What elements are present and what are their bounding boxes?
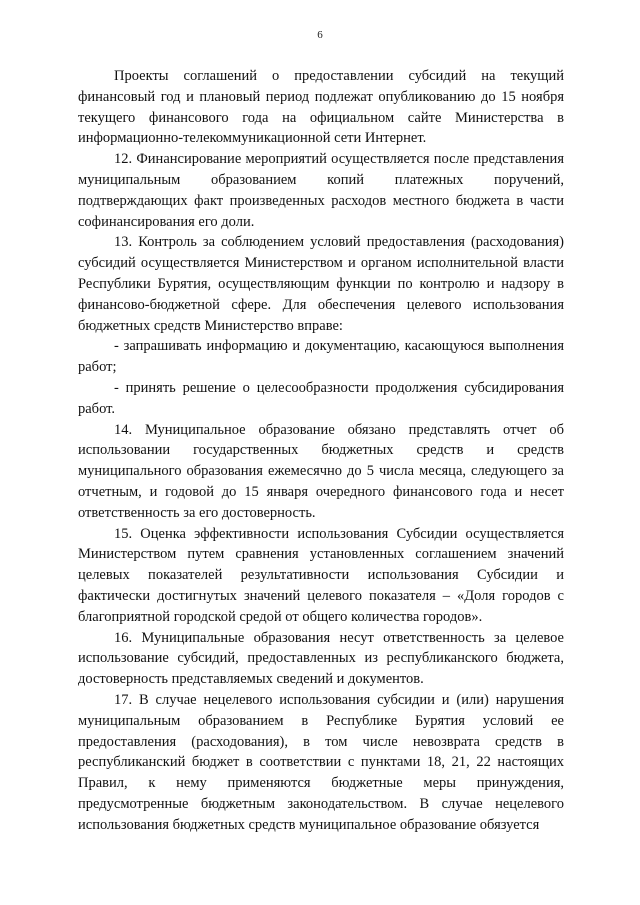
paragraph-12-financing: 12. Финансирование мероприятий осуществляется после представления муниципальным образованием копий платежных поручений, подтверждающих факт произведенных расходов местного бюджета в части софинансирования его доли. bbox=[78, 151, 564, 230]
list-item-request-information: - запрашивать информацию и документацию, касающуюся выполнения работ; bbox=[78, 338, 564, 376]
paragraph-publication-of-agreements: Проекты соглашений о предоставлении субсидий на текущий финансовый год и плановый период подлежат опубликованию до 15 ноября текущего финансового года на официальном сайте Министерства в информационно-телекоммуникационной сети Интернет. bbox=[78, 68, 564, 147]
paragraph-16-responsibility: 16. Муниципальные образования несут ответственность за целевое использование субсидий, предоставленных из республиканского бюджета, достоверность представляемых сведений и документов. bbox=[78, 629, 564, 688]
paragraph-15-efficiency-assessment: 15. Оценка эффективности использования Субсидии осуществляется Министерством путем сравнения установленных соглашением значений целевых показателей результативности использования Субсидии и фактически достигнутых значений целевого показателя – «Доля городов с благоприятной городской средой от общего количества городов». bbox=[78, 525, 564, 625]
list-item-decide-continuation: - принять решение о целесообразности продолжения субсидирования работ. bbox=[78, 379, 564, 417]
paragraph-17-misuse-measures: 17. В случае нецелевого использования субсидии и (или) нарушения муниципальным образованием в Республике Бурятия условий ее предоставления (расходования), в том числе невозврата средств в республиканский бюджет в соответствии с пунктами 18, 21, 22 настоящих Правил, к нему применяются бюджетные меры принуждения, предусмотренные бюджетным законодательством. В случае нецелевого использования бюджетных средств муниципальное образование обязуется bbox=[78, 691, 564, 833]
paragraph-14-reporting: 14. Муниципальное образование обязано представлять отчет об использовании государственных бюджетных средств и средств муниципального образования ежемесячно до 5 числа месяца, следующего за отчетным, и годовой до 15 января очередного финансового года и несет ответственность за его достоверность. bbox=[78, 421, 564, 521]
page-number: 6 bbox=[317, 29, 323, 41]
document-body bbox=[78, 66, 564, 835]
paragraph-13-control: 13. Контроль за соблюдением условий предоставления (расходования) субсидий осуществляется Министерством и органом исполнительной власти Республики Бурятия, осуществляющим функции по контролю и надзору в финансово-бюджетной сфере. Для обеспечения целевого использования бюджетных средств Министерство вправе: bbox=[78, 234, 564, 334]
